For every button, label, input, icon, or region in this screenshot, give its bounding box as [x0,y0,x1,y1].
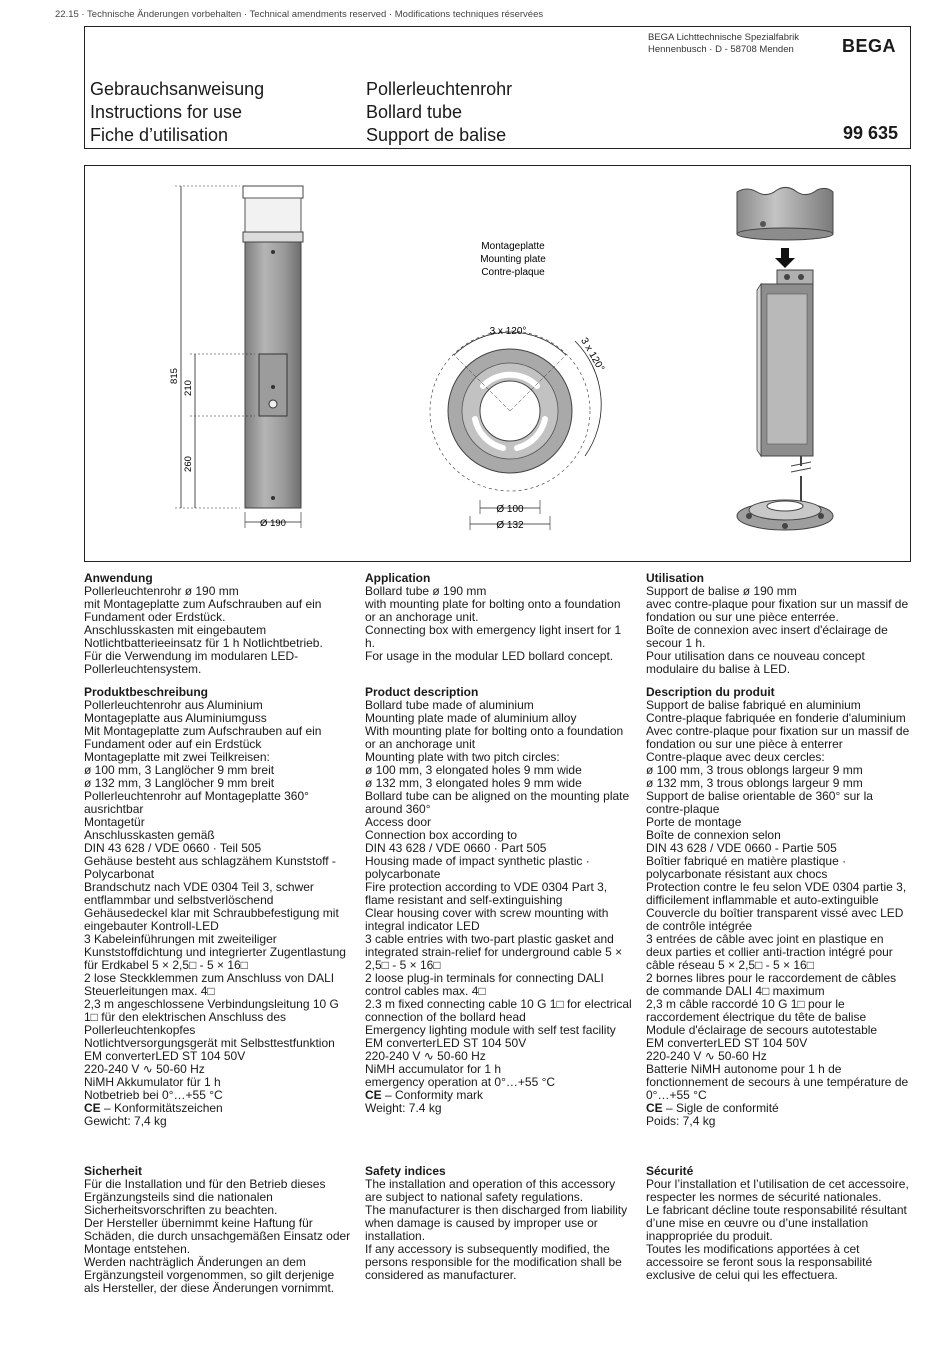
heading-product-de: Produktbeschreibung [84,685,209,699]
section-application-fr [646,572,912,676]
section-product-en [365,686,633,1115]
weight-en: Weight: 7.4 kg [365,1101,442,1115]
article-number: 99 635 [842,123,898,143]
technical-drawing [84,165,911,562]
heading-safety-fr: Sécurité [646,1164,694,1178]
company-name: BEGA Lichttechnische Spezialfabrik [648,32,800,43]
ce-mark-icon: CE [365,1088,382,1102]
header [84,26,911,149]
dim-height-label: 815 [169,368,180,384]
plate-label-de: Montageplatte [481,241,545,252]
product-title-en: Bollard tube [366,102,463,122]
bega-logo: BEGA [841,36,896,56]
weight-fr: Poids: 7,4 kg [646,1114,716,1128]
section-application-en [365,572,633,663]
text-safety-fr: Pour l’installation et l’utilisation de cet accessoire, respecter les normes de sécurité nationales. Le fabricant décline toute responsabilité résultant d’une mise en œuvre ou d’une installation inappropriée du produit. Toutes les modifications apportées à cet accessoire se feront sous la responsabilité exclusive de celui qui les effectuera. [646,1177,909,1282]
doc-title-de: Gebrauchsanweisung [90,79,265,99]
text-safety-de: Für die Installation und für den Betrieb dieses Ergänzungsteils sind die nationalen Sicherheitsvorschriften zu beachten. Der Hersteller übernimmt keine Haftung für Schäden, die durch unsachgemäßen Einsatz oder Montage entstehen. Werden nachträglich Änderungen an dem Ergänzungsteil vorgenommen, so gilt derjenige als Hersteller, der diese Änderungen vornimmt. [84,1177,351,1295]
doc-title-en: Instructions for use [90,102,243,122]
dim-diameter-label: Ø 190 [260,518,286,529]
weight-de: Gewicht: 7,4 kg [84,1114,167,1128]
text-product-en: Bollard tube made of aluminium Mounting plate made of aluminium alloy With mounting plate for bolting onto a foundation or an anchorage unit Mounting plate with two pitch circles: ø 100 mm, 3 elongated holes 9 mm wide ø 132 mm, 3 elongated holes 9 mm wide Bollard tube can be aligned on the mounting plate around 360° Access door Connection box according to DIN 43 628 / VDE 0660 · Part 505 Housing made of impact synthetic plastic · polycarbonate Fire protection according to VDE 0304 Part 3, flame resistant and self-extinguishing Clear housing cover with screw mounting with integral indicator LED 3 cable entries with two-part plastic gasket and integrated strain-relief for underground cable 5 × 2,5□ - 5 × 16□ 2 loose plug-in terminals for connecting DALI control cables max. 4□ 2.3 m fixed connecting cable 10 G 1□ for electrical connection of the bollard head Emergency lighting module with self test facility EM converterLED ST 104 50V 220-240 V ∿ 50-60 Hz NiMH accumulator for 1 h emergency operation at 0°…+55 °C [365,698,632,1089]
plate-label-en: Mounting plate [480,254,546,265]
heading-product-en: Product description [365,685,479,699]
dim-lower-label: 260 [183,456,194,472]
angle-label-b: 3 x 120° [578,336,607,374]
section-product-fr [646,686,912,1128]
conformity-text-de: – Konformitätszeichen [100,1101,223,1115]
company-address [648,32,799,56]
heading-product-fr: Description du produit [646,685,775,699]
dim-outer-label: Ø 132 [496,520,524,531]
text-application-en: Bollard tube ø 190 mm with mounting plate for bolting onto a foundation or an anchorage unit. Connecting box with emergency light insert for 1 h. For usage in the modular LED bollard concept. [365,584,622,663]
conformity-text-en: – Conformity mark [381,1088,484,1102]
ce-mark-icon: CE [84,1101,101,1115]
section-safety-de [84,1165,352,1295]
plate-label-fr: Contre-plaque [481,267,545,278]
dim-inner-label: Ø 100 [496,504,524,515]
heading-application-de: Anwendung [84,571,153,585]
company-location: Hennenbusch · D - 58708 Menden [648,44,794,55]
text-safety-en: The installation and operation of this accessory are subject to national safety regulations. The manufacturer is then discharged from liability when damage is caused by improper use or installation. If any accessory is subsequently modified, the persons responsible for the modification shall be considered as manufacturer. [365,1177,628,1282]
revision-line: 22.15 · Technische Änderungen vorbehalten · Technical amendments reserved · Modifications techniques réservées [55,9,544,20]
drawing-canvas [85,166,912,563]
conformity-text-fr: – Sigle de conformité [662,1101,779,1115]
text-product-fr: Support de balise fabriqué en aluminium Contre-plaque fabriquée en fonderie d'aluminium Avec contre-plaque pour fixation sur un massif de fondation ou sur une pièce à enterrer Contre-plaque avec deux cercles: ø 100 mm, 3 trous oblongs largeur 9 mm ø 132 mm, 3 trous oblongs largeur 9 mm Support de balise orientable de 360° sur la contre-plaque Porte de montage Boîte de connexion selon DIN 43 628 / VDE 0660 - Partie 505 Boîtier fabriqué en matière plastique · polycarbonate résistant aux chocs Protection contre le feu selon VDE 0304 partie 3, difficilement inflammable et auto-extinguible Couvercle du boîtier transparent vissé avec LED de contrôle intégrée 3 entrées de câble avec joint en plastique en deux parties et collier anti-traction intégré pour câble réseau 5 × 2,5□ - 5 × 16□ 2 bornes libres pour le raccordement de câbles de commande DALI 4□ maximum 2,3 m câble raccordé 10 G 1□ pour le raccordement électrique du tête de balise Module d'éclairage de secours autotestable EM converterLED ST 104 50V 220-240 V ∿ 50-60 Hz Batterie NiMH autonome pour 1 h de fonctionnement de secours à une température de 0°…+55 °C [646,698,910,1102]
heading-safety-en: Safety indices [365,1164,446,1178]
heading-safety-de: Sicherheit [84,1164,143,1178]
ce-mark-icon: CE [646,1101,663,1115]
product-title-fr: Support de balise [366,125,507,145]
heading-application-fr: Utilisation [646,571,705,585]
text-product-de: Pollerleuchtenrohr aus Aluminium Montageplatte aus Aluminiumguss Mit Montageplatte zum Aufschrauben auf ein Fundament oder auf ein Erdstück Montageplatte mit zwei Teilkreisen: ø 100 mm, 3 Langlöcher 9 mm breit ø 132 mm, 3 Langlöcher 9 mm breit Pollerleuchtenrohr auf Montageplatte 360° ausrichtbar Montagetür Anschlusskasten gemäß DIN 43 628 / VDE 0660 · Teil 505 Gehäuse besteht aus schlagzähem Kunststoff - Polycarbonat Brandschutz nach VDE 0304 Teil 3, schwer entflammbar und selbstverlöschend Gehäusedeckel klar mit Schraubbefestigung mit eingebauter Kontroll-LED 3 Kabeleinführungen mit zweiteiliger Kunststoffdichtung und integrierter Zugentlastung für Erdkabel 5 × 2,5□ - 5 × 16□ 2 lose Steckklemmen zum Anschluss von DALI Steuerleitungen max. 4□ 2,3 m angeschlossene Verbindungsleitung 10 G 1□ für den elektrischen Anschluss des Pollerleuchtenkopfes Notlichtversorgungsgerät mit Selbsttestfunktion EM converterLED ST 104 50V 220-240 V ∿ 50-60 Hz NiMH Akkumulator für 1 h Notbetrieb bei 0°…+55 °C [84,698,346,1102]
product-title-de: Pollerleuchtenrohr [366,79,513,99]
section-safety-fr [646,1165,912,1282]
section-product-de [84,686,352,1128]
dim-box-label: 210 [183,380,194,396]
text-application-fr: Support de balise ø 190 mm avec contre-plaque pour fixation sur un massif de fondation ou sur une pièce enterrée. Boîte de connexion avec insert d'éclairage de secour 1 h. Pour utilisation dans ce nouveau concept modulaire du balise à LED. [646,584,909,676]
mounting-plate-view [430,241,606,531]
document-titles [90,78,264,147]
angle-label-a: 3 x 120° [489,326,527,337]
section-application-de [84,572,352,676]
bollard-elevation [169,186,303,529]
heading-application-en: Application [365,571,431,585]
assembly-exploded-view [737,187,833,530]
section-safety-en [365,1165,633,1282]
text-application-de: Pollerleuchtenrohr ø 190 mm mit Montageplatte zum Aufschrauben auf ein Fundament oder Erdstück. Anschlusskasten mit eingebautem Notlichtbatterieeinsatz für 1 h Notlichtbetrieb. Für die Verwendung im modularen LED-Pollerleuchtensystem. [84,584,323,676]
doc-title-fr: Fiche d’utilisation [90,125,229,145]
product-titles [366,78,512,147]
